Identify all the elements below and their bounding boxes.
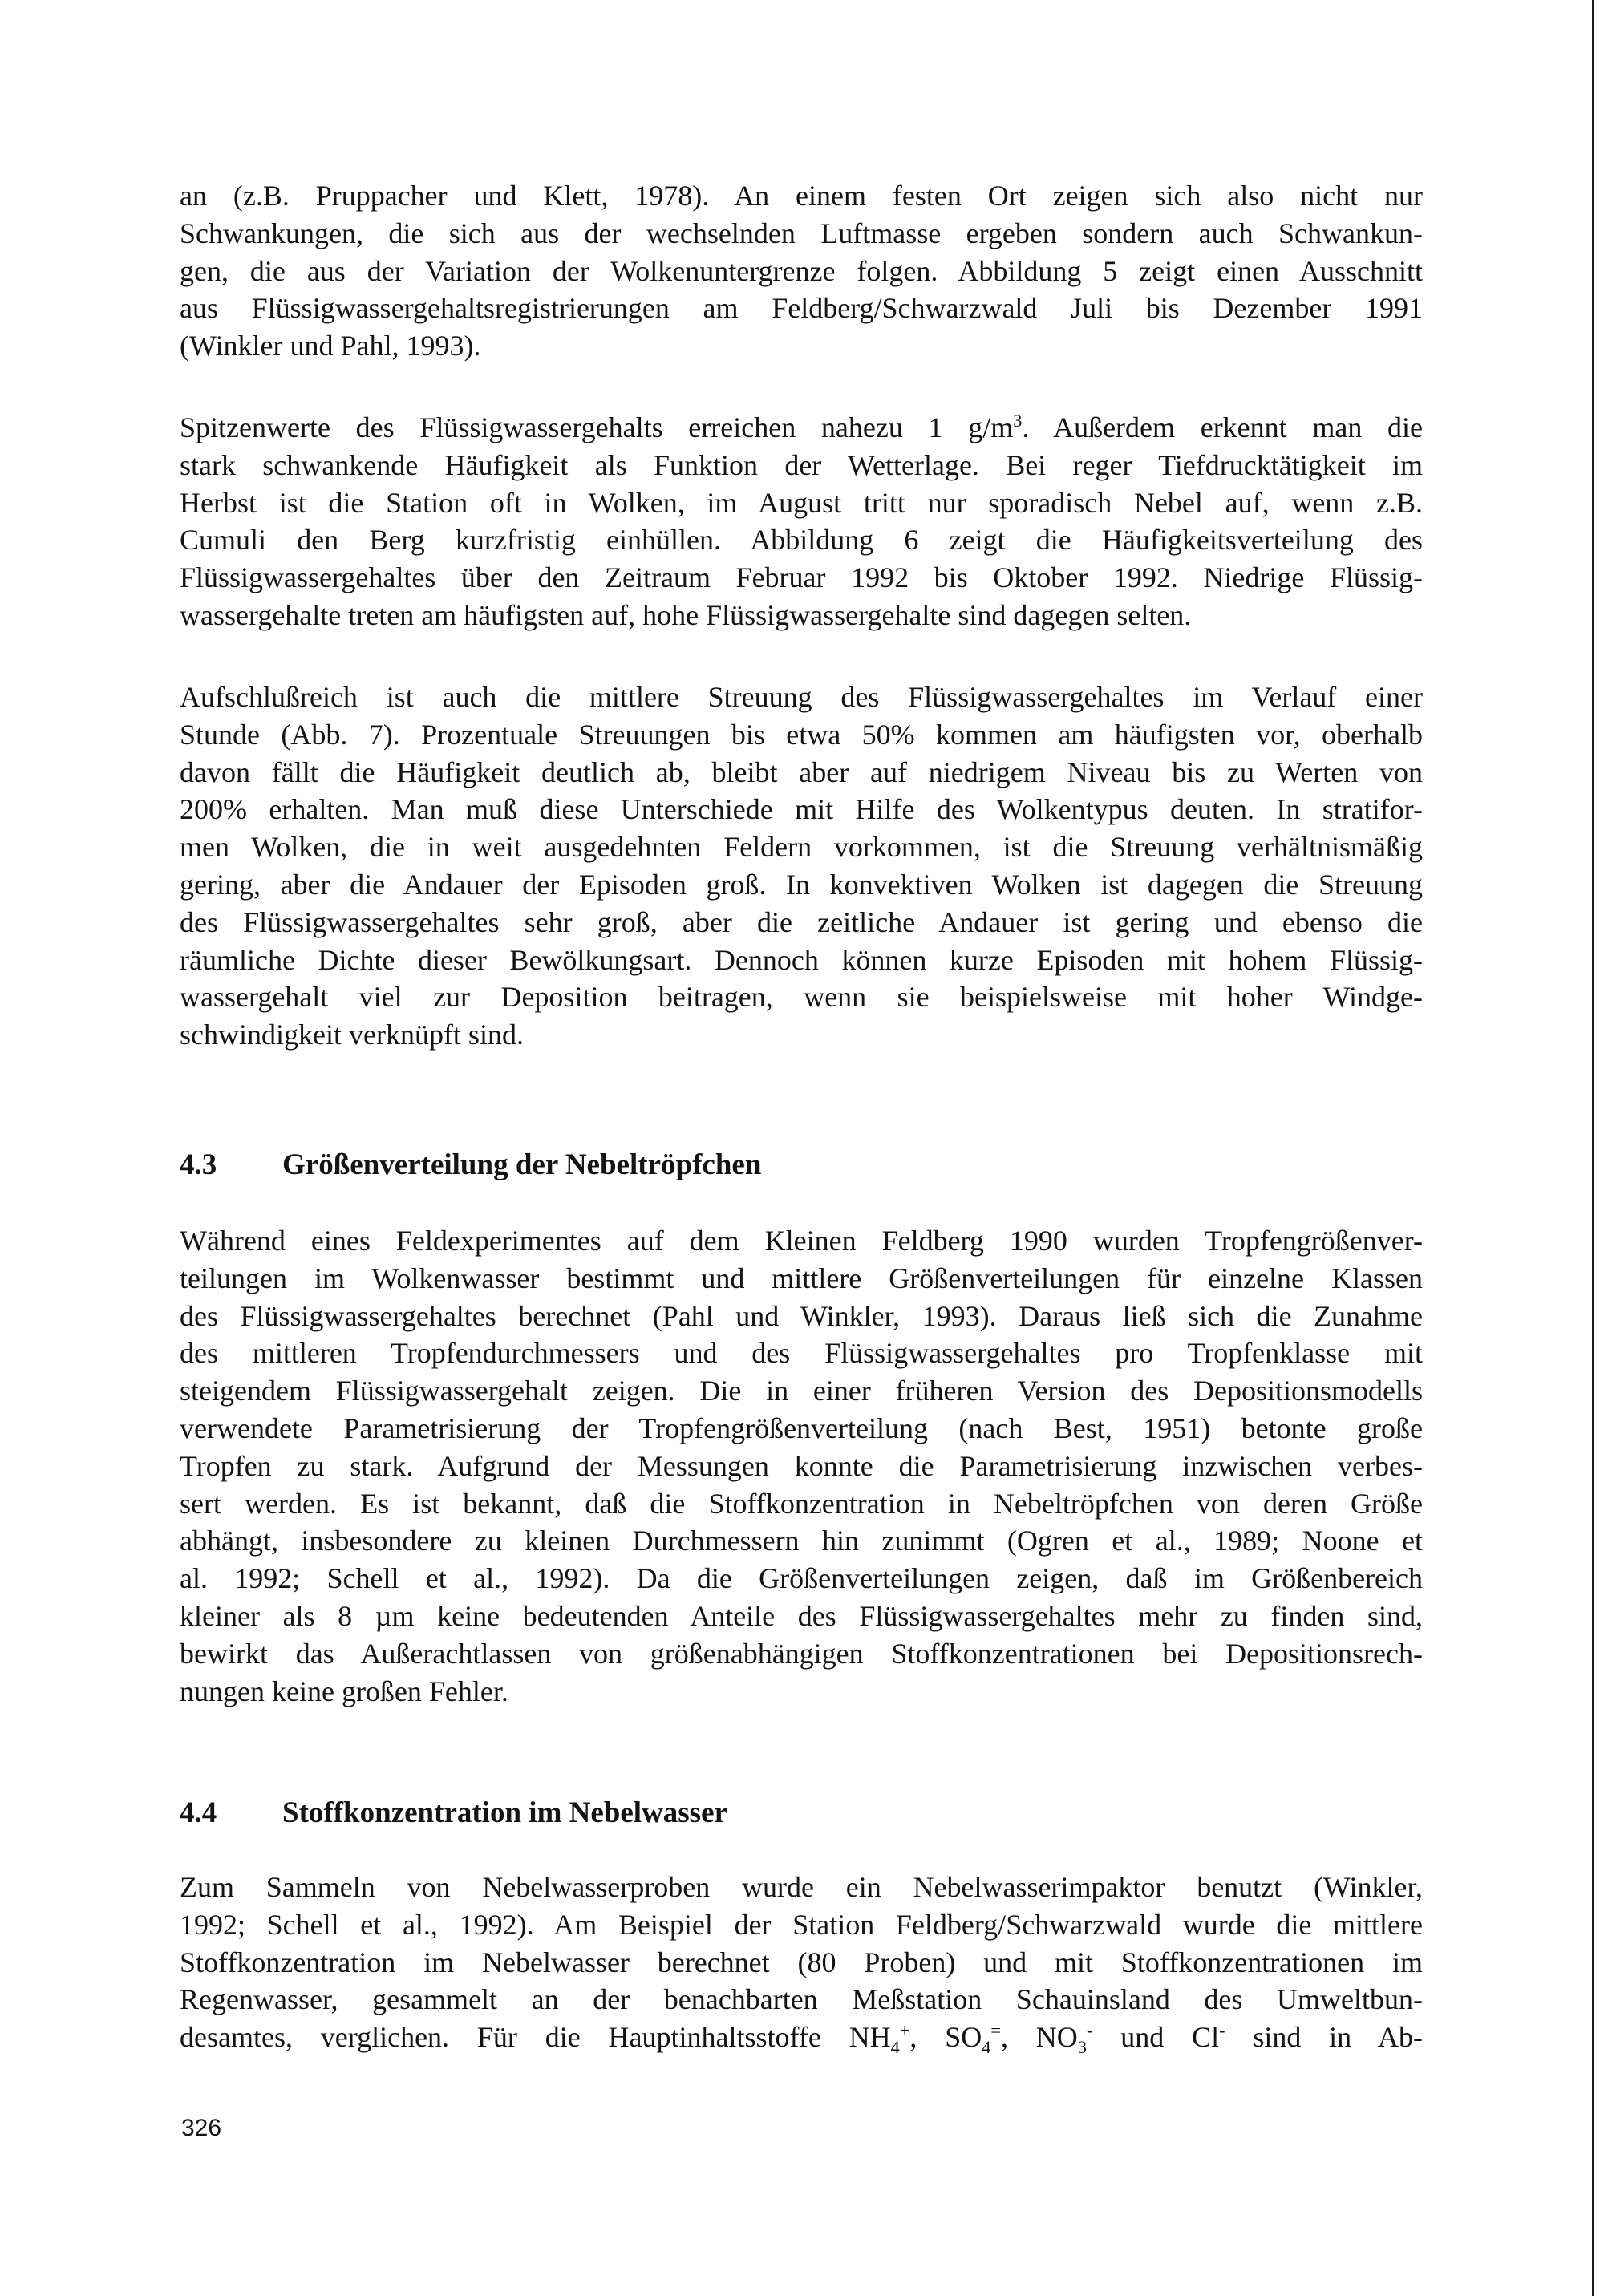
section-heading-4-3 — [180, 1147, 761, 1184]
section-title: Stoffkonzentration im Nebelwasser — [282, 1796, 727, 1829]
subscript: 4 — [890, 2037, 900, 2058]
text-line: wassergehalt viel zur Deposition beitragen, wenn sie beispielsweise mit hoher Windge- — [180, 981, 1423, 1014]
superscript: - — [1086, 2020, 1093, 2041]
paragraph-peak-values — [180, 409, 1423, 634]
superscript: + — [899, 2020, 910, 2041]
text-line — [180, 2019, 1423, 2056]
text-line: Stoffkonzentration im Nebelwasser berechnet (80 Proben) und mit Stoffkonzentrationen im — [180, 1946, 1423, 1978]
paragraph-droplet-size-distribution — [180, 1222, 1423, 1710]
text-line: Tropfen zu stark. Aufgrund der Messungen konnte die Parametrisierung inzwischen verbes- — [180, 1449, 1423, 1482]
page-number: 326 — [181, 2115, 222, 2141]
text-run: und Cl — [1092, 2021, 1220, 2054]
scan-edge-line — [1592, 0, 1594, 2296]
text-line: men Wolken, die in weit ausgedehnten Feldern vorkommen, ist die Streuung verhältnismäßig — [180, 831, 1423, 864]
text-line: an (z.B. Pruppacher und Klett, 1978). An einem festen Ort zeigen sich also nicht nur — [180, 180, 1423, 212]
text-line: stark schwankende Häufigkeit als Funktion der Wetterlage. Bei reger Tiefdrucktätigkeit im — [180, 448, 1423, 481]
text-line: kleiner als 8 µm keine bedeutenden Anteile des Flüssigwassergehaltes mehr zu finden sind, — [180, 1599, 1423, 1632]
text-line: Flüssigwassergehaltes über den Zeitraum Februar 1992 bis Oktober 1992. Niedrige Flüssig- — [180, 561, 1423, 594]
text-line: verwendete Parametrisierung der Tropfengrößenverteilung (nach Best, 1951) betonte große — [180, 1411, 1423, 1444]
text-line: des Flüssigwassergehaltes sehr groß, aber die zeitliche Andauer ist gering und ebenso die — [180, 905, 1423, 938]
text-line: nungen keine großen Fehler. — [180, 1674, 508, 1707]
text-line — [180, 409, 1423, 447]
superscript: = — [990, 2020, 1001, 2041]
subscript: 4 — [982, 2037, 991, 2058]
superscript: - — [1219, 2020, 1225, 2041]
text-line: Aufschlußreich ist auch die mittlere Streuung des Flüssigwassergehaltes im Verlauf einer — [180, 681, 1423, 713]
text-run: desamtes, verglichen. Für die Hauptinhaltsstoffe NH — [180, 2021, 891, 2054]
text-line: Schwankungen, die sich aus der wechselnden Luftmasse ergeben sondern auch Schwankun- — [180, 217, 1423, 249]
section-title: Größenverteilung der Nebeltröpfchen — [282, 1148, 762, 1181]
text-line: Während eines Feldexperimentes auf dem Kleinen Feldberg 1990 wurden Tropfengrößenver- — [180, 1225, 1423, 1257]
text-line: teilungen im Wolkenwasser bestimmt und mittlere Größenverteilungen für einzelne Klassen — [180, 1261, 1423, 1294]
text-line: 1992; Schell et al., 1992). Am Beispiel der Station Feldberg/Schwarzwald wurde die mittlere — [180, 1908, 1423, 1941]
text-line: räumliche Dichte dieser Bewölkungsart. Dennoch können kurze Episoden mit hohem Flüssig- — [180, 943, 1423, 976]
text-line: davon fällt die Häufigkeit deutlich ab, bleibt aber auf niedrigem Niveau bis zu Werten von — [180, 755, 1423, 788]
subscript: 3 — [1077, 2037, 1087, 2058]
text-line: des Flüssigwassergehaltes berechnet (Pahl und Winkler, 1993). Daraus ließ sich die Zunahme — [180, 1299, 1423, 1332]
text-run: . Außerdem erkennt man die — [1022, 411, 1423, 443]
text-line: abhängt, insbesondere zu kleinen Durchmessern hin zunimmt (Ogren et al., 1989; Noone et — [180, 1525, 1423, 1557]
text-line: Stunde (Abb. 7). Prozentuale Streuungen bis etwa 50% kommen am häufigsten vor, oberhalb — [180, 718, 1423, 751]
section-heading-4-4 — [180, 1795, 727, 1832]
text-line: bewirkt das Außerachtlassen von größenabhängigen Stoffkonzentrationen bei Depositionsrech- — [180, 1637, 1423, 1670]
text-line: (Winkler und Pahl, 1993). — [180, 330, 481, 362]
text-line: 200% erhalten. Man muß diese Unterschiede mit Hilfe des Wolkentypus deuten. In stratifor- — [180, 793, 1423, 826]
paragraph-cloud-base-variation — [180, 177, 1423, 365]
text-run: , NO — [1000, 2021, 1078, 2054]
section-number: 4.4 — [180, 1796, 217, 1829]
text-run: sind in Ab- — [1225, 2021, 1424, 2054]
text-line: al. 1992; Schell et al., 1992). Da die Größenverteilungen zeigen, daß im Größenbereich — [180, 1562, 1423, 1595]
text-line: Zum Sammeln von Nebelwasserproben wurde ein Nebelwasserimpaktor benutzt (Winkler, — [180, 1871, 1423, 1903]
text-line: Cumuli den Berg kurzfristig einhüllen. Abbildung 6 zeigt die Häufigkeitsverteilung des — [180, 524, 1423, 557]
superscript: 3 — [1013, 411, 1023, 431]
text-line: aus Flüssigwassergehaltsregistrierungen am Feldberg/Schwarzwald Juli bis Dezember 1991 — [180, 292, 1423, 325]
text-run: Spitzenwerte des Flüssigwassergehalts erreichen nahezu 1 g/m — [180, 411, 1014, 443]
text-run: , SO — [909, 2021, 982, 2054]
text-line: sert werden. Es ist bekannt, daß die Stoffkonzentration in Nebeltröpfchen von deren Größe — [180, 1487, 1423, 1520]
text-line: gering, aber die Andauer der Episoden groß. In konvektiven Wolken ist dagegen die Streuung — [180, 868, 1423, 901]
text-line: schwindigkeit verknüpft sind. — [180, 1018, 524, 1051]
paragraph-mean-scatter — [180, 678, 1423, 1054]
text-line: steigendem Flüssigwassergehalt zeigen. Die in einer früheren Version des Depositionsmodells — [180, 1375, 1423, 1407]
text-line: Regenwasser, gesammelt an der benachbarten Meßstation Schauinsland des Umweltbun- — [180, 1983, 1423, 2016]
paragraph-fog-water-concentration — [180, 1869, 1423, 2056]
text-line: Herbst ist die Station oft in Wolken, im August tritt nur sporadisch Nebel auf, wenn z.B. — [180, 486, 1423, 519]
section-number: 4.3 — [180, 1148, 217, 1181]
text-line: des mittleren Tropfendurchmessers und des Flüssigwassergehaltes pro Tropfenklasse mit — [180, 1337, 1423, 1370]
text-line: gen, die aus der Variation der Wolkenuntergrenze folgen. Abbildung 5 zeigt einen Ausschnitt — [180, 254, 1423, 287]
text-line: wassergehalte treten am häufigsten auf, hohe Flüssigwassergehalte sind dagegen selten. — [180, 598, 1192, 631]
